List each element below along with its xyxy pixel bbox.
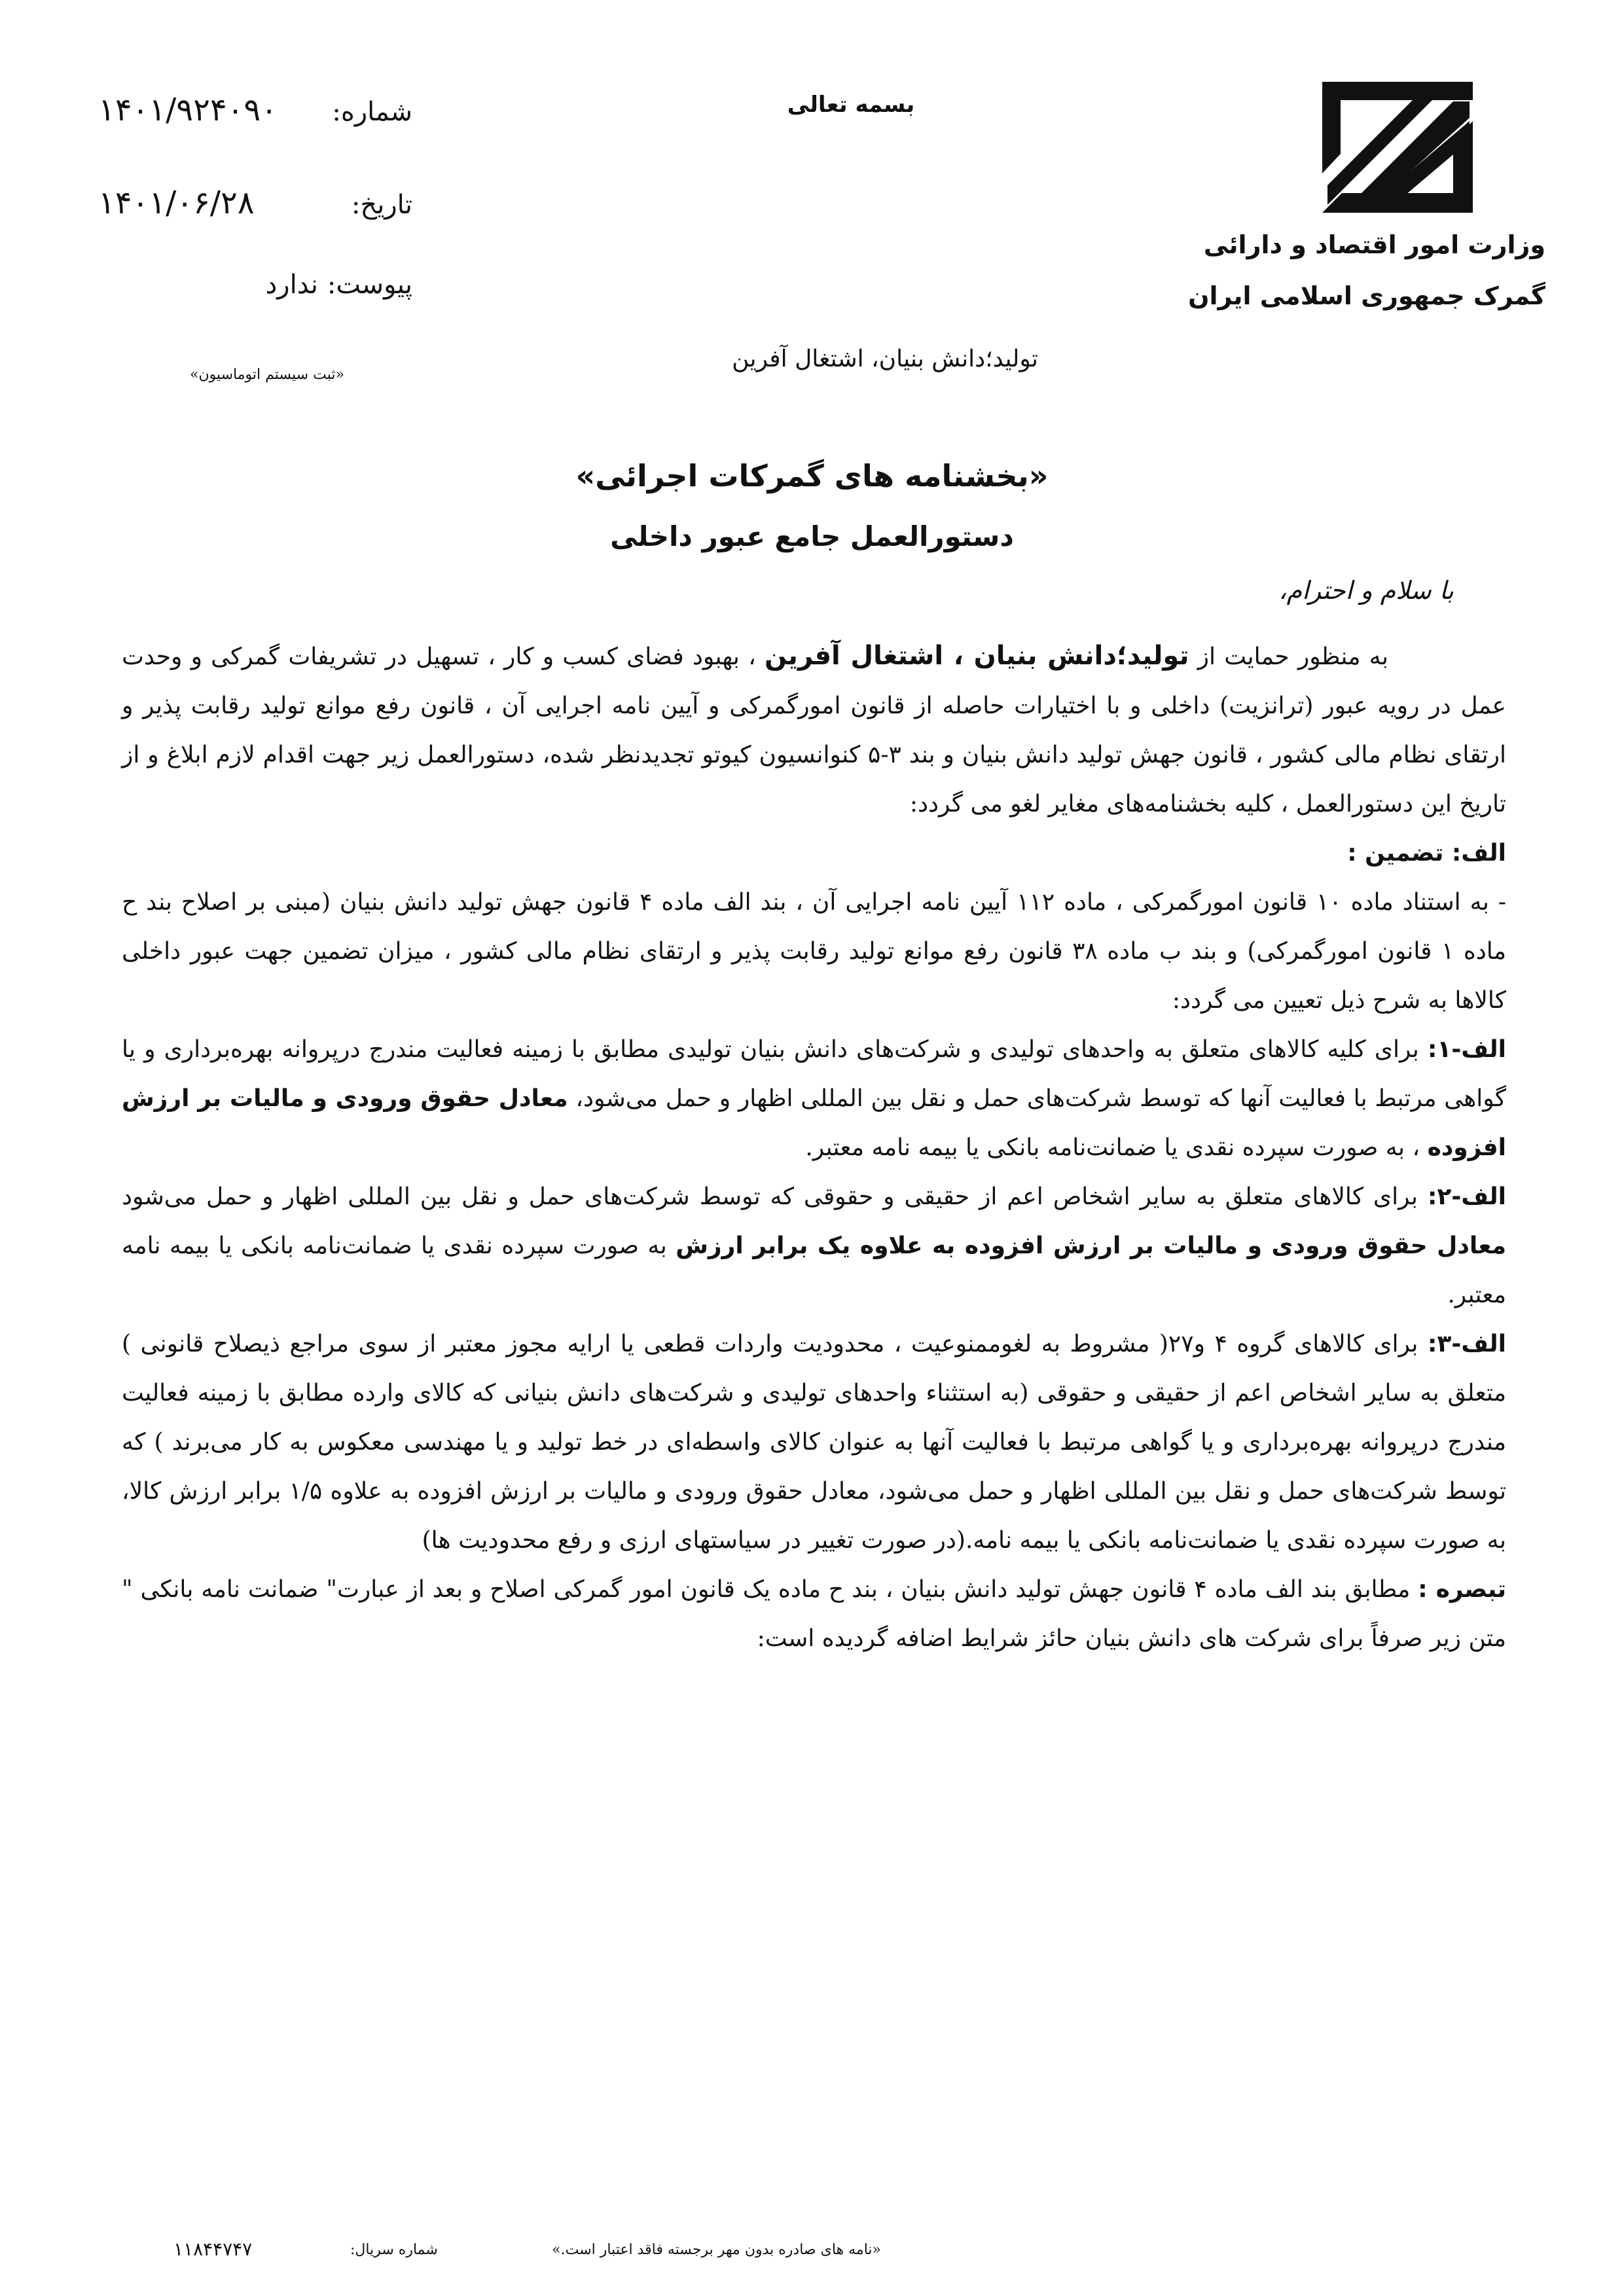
clause-alef-1-label: الف-۱: [1427, 1036, 1506, 1063]
footer-serial-value: ۱۱۸۴۴۷۴۷ [173, 2238, 253, 2260]
section-alef-heading: الف: تضمین : [1347, 840, 1506, 867]
date-value: ۱۴۰۱/۰۶/۲۸ [98, 185, 255, 221]
clause-alef-3 [122, 1319, 1506, 1565]
clause-alef-1-text-a: برای کلیه کالاهای متعلق به واحدهای تولیدی و شرکت‌های دانش بنیان تولیدی مطابق با زمینه فعالیت مندرج درپروانه بهره‌برداری و یا گواهی مرتبط با فعالیت آنها که توسط شرکت‌های حمل و نقل بین المللی اظهار و حمل می‌شود، [122, 1036, 1507, 1112]
clause-alef-2-text-a: برای کالاهای متعلق به سایر اشخاص اعم از حقیقی و حقوقی که توسط شرکت‌های حمل و نقل بین المللی اظهار و حمل می‌شود [122, 1183, 1418, 1210]
clause-alef-1 [122, 1025, 1506, 1172]
clause-alef-1-text-b: ، به صورت سپرده نقدی یا ضمانت‌نامه بانکی یا بیمه نامه معتبر. [805, 1134, 1420, 1161]
clause-alef-2-label: الف-۲: [1427, 1183, 1506, 1210]
note-label: تبصره : [1418, 1576, 1506, 1603]
bismillah-heading: بسمه تعالی [787, 92, 915, 118]
number-label: شماره: [332, 97, 412, 127]
attachment-value: ندارد [265, 270, 318, 300]
clause-alef-2-text-b: به صورت سپرده نقدی یا ضمانت‌نامه بانکی یا بیمه نامه معتبر. [122, 1232, 1506, 1308]
clause-alef-2-bold: معادل حقوق ورودی و مالیات بر ارزش افزوده به علاوه یک برابر ارزش [676, 1232, 1506, 1259]
intro-text-a: به منظور حمایت از [1197, 643, 1388, 670]
customs-emblem-icon [1322, 82, 1473, 213]
clause-alef-1-bold: معادل حقوق ورودی و مالیات بر ارزش افزوده [122, 1085, 1506, 1161]
registration-note: «ثبت سیستم اتوماسیون» [190, 367, 344, 383]
section-alef-intro: - به استناد ماده ۱۰ قانون امورگمرکی ، ماده ۱۱۲ آیین نامه اجرایی آن ، بند الف ماده ۴ قانون جهش تولید دانش بنیان (مبنی بر اصلاح بند ح ماده ۱ قانون امورگمرکی) و بند ب ماده ۳۸ قانون رفع موانع تولید رقابت پذیر و ارتقای نظام مالی کشور ، میزان تضمین جهت عبور داخلی کالاها به شرح ذیل تعیین می گردد: [122, 889, 1507, 1014]
slogan-bold: تولید؛دانش بنیان ، اشتغال آفرین [764, 641, 1189, 671]
clause-alef-3-label: الف-۳: [1427, 1331, 1506, 1357]
intro-text-b: ، بهبود فضای کسب و کار ، تسهیل در تشریفات گمرکی و وحدت عمل در رویه عبور (ترانزیت) داخلی و با اختیارات حاصله از قانون امورگمرکی و آیین نامه اجرایی آن ، قانون رفع موانع تولید رقابت پذیر و ارتقای نظام مالی کشور ، قانون جهش تولید دانش بنیان و بند ۳-۵ کنوانسیون کیوتو تجدیدنظر شده، دستورالعمل زیر جهت اقدام لازم ابلاغ و از تاریخ این دستورالعمل ، کلیه بخشنامه‌های مغایر لغو می گردد: [122, 643, 1507, 817]
attachment-row [98, 270, 412, 300]
letter-body [122, 632, 1506, 1663]
date-label: تاریخ: [351, 190, 412, 220]
letter-number-row [98, 92, 412, 128]
clause-alef-3-text: برای کالاهای گروه ۴ و۲۷( مشروط به لغوممنوعیت ، محدودیت واردات قطعی یا ارایه مجوز معتبر از سوی مراجع ذیصلاح قانونی ) متعلق به سایر اشخاص اعم از حقیقی و حقوقی (به استثناء واحدهای تولیدی و شرکت‌های دانش بنیانی که کالای وارده مطابق با زمینه فعالیت مندرج درپروانه بهره‌برداری و یا گواهی مرتبط با فعالیت آنها به عنوان کالای واسطه‌ای در خط تولید و یا مهندسی معکوس به کار می‌برند ) که توسط شرکت‌های حمل و نقل بین المللی اظهار و حمل می‌شود، معادل حقوق ورودی و مالیات بر ارزش افزوده به علاوه ۱/۵ برابر ارزش کالا، به صورت سپرده نقدی یا ضمانت‌نامه بانکی یا بیمه نامه.(در صورت تغییر در سیاستهای ارزی و رفع محدودیت ها) [122, 1331, 1506, 1554]
ministry-name: وزارت امور اقتصاد و دارائی [1203, 230, 1545, 259]
clause-alef-2 [122, 1172, 1506, 1319]
year-slogan: تولید؛دانش بنیان، اشتغال آفرین [732, 346, 1038, 372]
intro-paragraph [122, 632, 1506, 829]
attachment-label: پیوست: [327, 270, 412, 300]
note-text: مطابق بند الف ماده ۴ قانون جهش تولید دانش بنیان ، بند ح ماده یک قانون امور گمرکی اصلاح و بعد از عبارت" ضمانت نامه بانکی " متن زیر صرفاً برای شرکت های دانش بنیان حائز شرایط اضافه گردیده است: [122, 1576, 1506, 1652]
document-subtitle: دستورالعمل جامع عبور داخلی [610, 520, 1014, 552]
greeting: با سلام و احترام، [1278, 576, 1454, 605]
footer-stamp-note: «نامه های صادره بدون مهر برجسته فاقد اعتبار است.» [552, 2242, 881, 2258]
footer-serial-label: شماره سریال: [350, 2242, 438, 2258]
document-title: «بخشنامه های گمرکات اجرائی» [575, 458, 1049, 493]
customs-name: گمرک جمهوری اسلامی ایران [1188, 281, 1545, 310]
number-value: ۱۴۰۱/۹۲۴۰۹۰ [98, 92, 278, 128]
letter-date-row [98, 185, 412, 221]
note-paragraph [122, 1565, 1506, 1663]
